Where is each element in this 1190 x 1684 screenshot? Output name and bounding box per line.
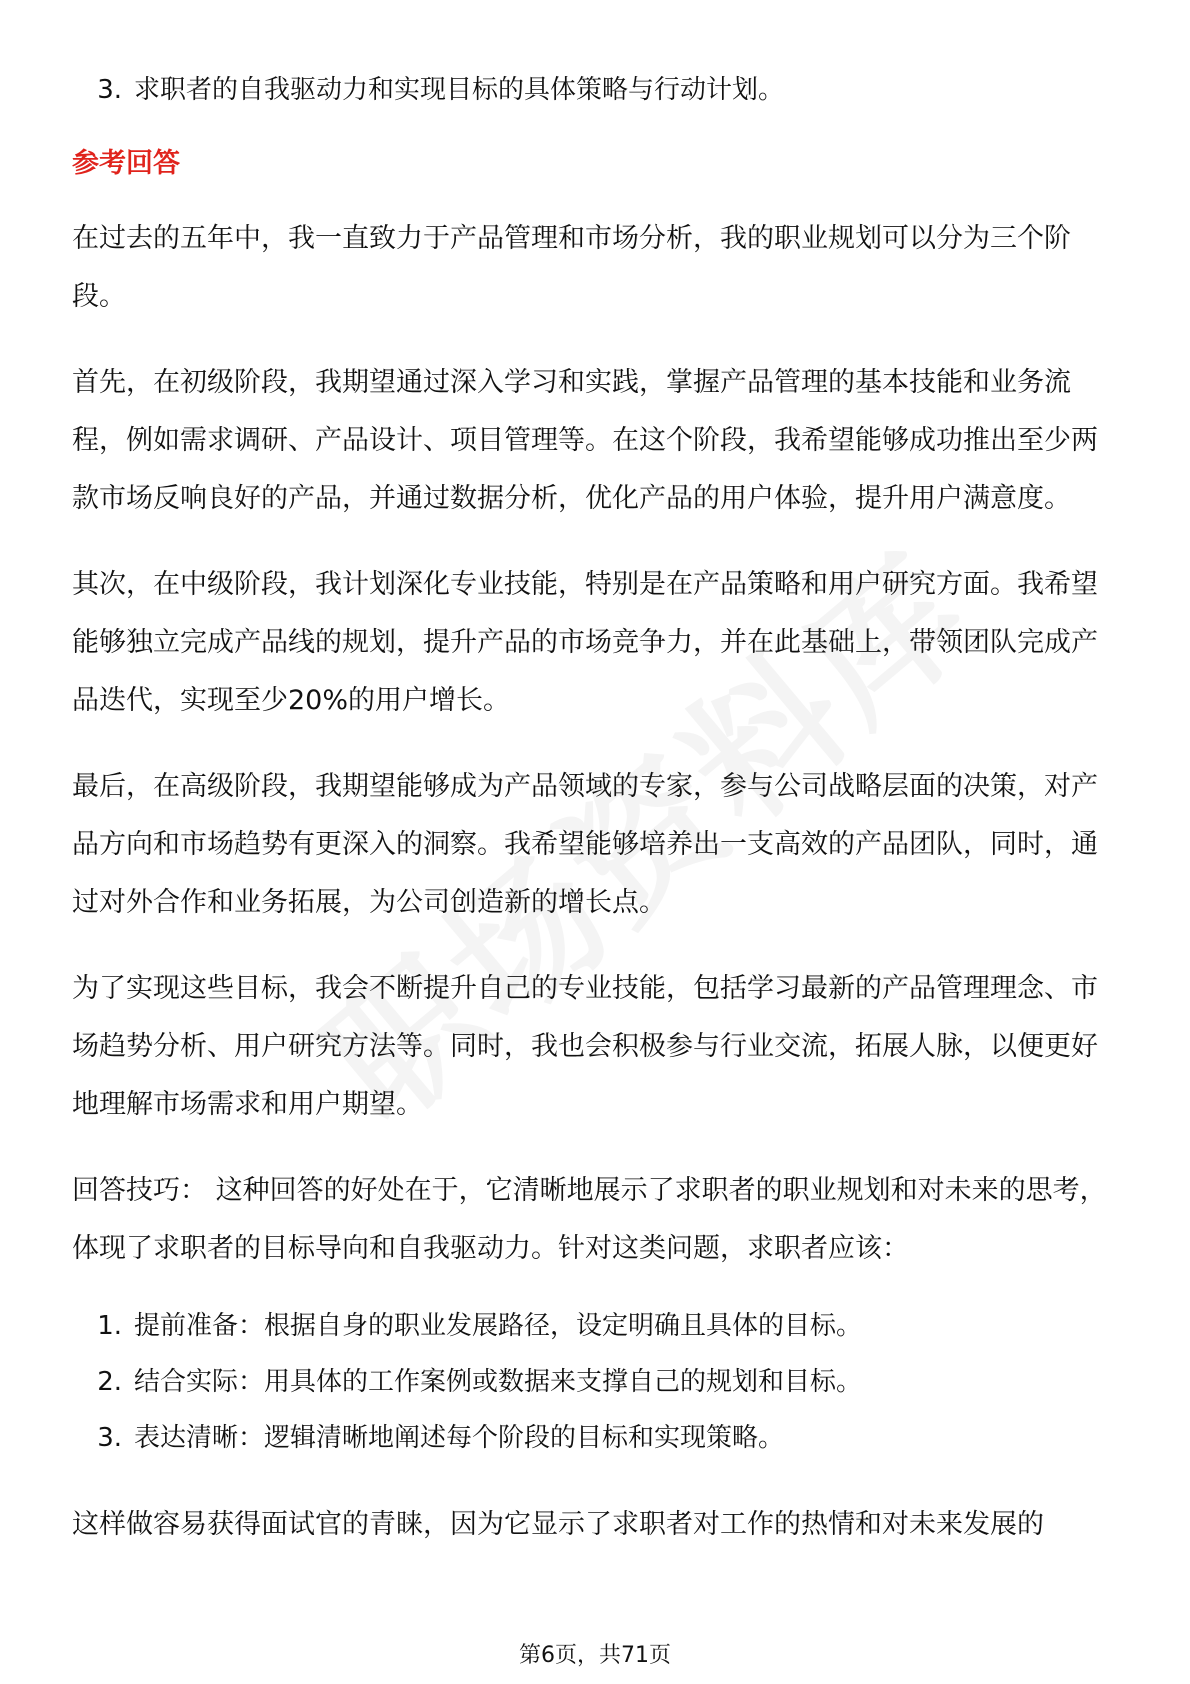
tip-number: 1.: [97, 1311, 122, 1341]
tip-text: 表达清晰：逻辑清晰地阐述每个阶段的目标和实现策略。: [134, 1423, 785, 1453]
page-content: [72, 70, 1122, 1582]
list-text: 求职者的自我驱动力和实现目标的具体策略与行动计划。: [134, 75, 785, 105]
list-number: 3.: [97, 75, 122, 105]
paragraph-tips-intro: 回答技巧： 这种回答的好处在于，它清晰地展示了求职者的职业规划和对未来的思考，体现了求职者的目标导向和自我驱动力。针对这类问题，求职者应该：: [72, 1175, 1107, 1264]
tip-item: [72, 1306, 1122, 1346]
tip-item: [72, 1418, 1122, 1458]
page-footer: 第6页，共71页: [519, 1643, 671, 1668]
tip-number: 3.: [97, 1423, 122, 1453]
paragraph-closing: 这样做容易获得面试官的青睐，因为它显示了求职者对工作的热情和对未来发展的: [72, 1509, 1044, 1540]
tip-text: 结合实际：用具体的工作案例或数据来支撑自己的规划和目标。: [134, 1367, 863, 1397]
paragraph-intro: 在过去的五年中，我一直致力于产品管理和市场分析，我的职业规划可以分为三个阶段。: [72, 223, 1071, 312]
paragraph-stage-one: 首先，在初级阶段，我期望通过深入学习和实践，掌握产品管理的基本技能和业务流程，例如需求调研、产品设计、项目管理等。在这个阶段，我希望能够成功推出至少两款市场反响良好的产品，并通过数据分析，优化产品的用户体验，提升用户满意度。: [72, 367, 1098, 514]
tips-list: [72, 1306, 1122, 1458]
intro-list-item: [72, 70, 1122, 110]
section-title: 参考回答: [72, 148, 180, 179]
paragraph-stage-two: 其次，在中级阶段，我计划深化专业技能，特别是在产品策略和用户研究方面。我希望能够独立完成产品线的规划，提升产品的市场竞争力，并在此基础上，带领团队完成产品迭代，实现至少20%的用户增长。: [72, 569, 1098, 716]
tip-text: 提前准备：根据自身的职业发展路径，设定明确且具体的目标。: [134, 1311, 863, 1341]
tip-number: 2.: [97, 1367, 122, 1397]
tip-item: [72, 1362, 1122, 1402]
paragraph-stage-three: 最后，在高级阶段，我期望能够成为产品领域的专家，参与公司战略层面的决策，对产品方向和市场趋势有更深入的洞察。我希望能够培养出一支高效的产品团队，同时，通过对外合作和业务拓展，为公司创造新的增长点。: [72, 771, 1098, 918]
paragraph-plan: 为了实现这些目标，我会不断提升自己的专业技能，包括学习最新的产品管理理念、市场趋势分析、用户研究方法等。同时，我也会积极参与行业交流，拓展人脉，以便更好地理解市场需求和用户期望。: [72, 973, 1098, 1120]
